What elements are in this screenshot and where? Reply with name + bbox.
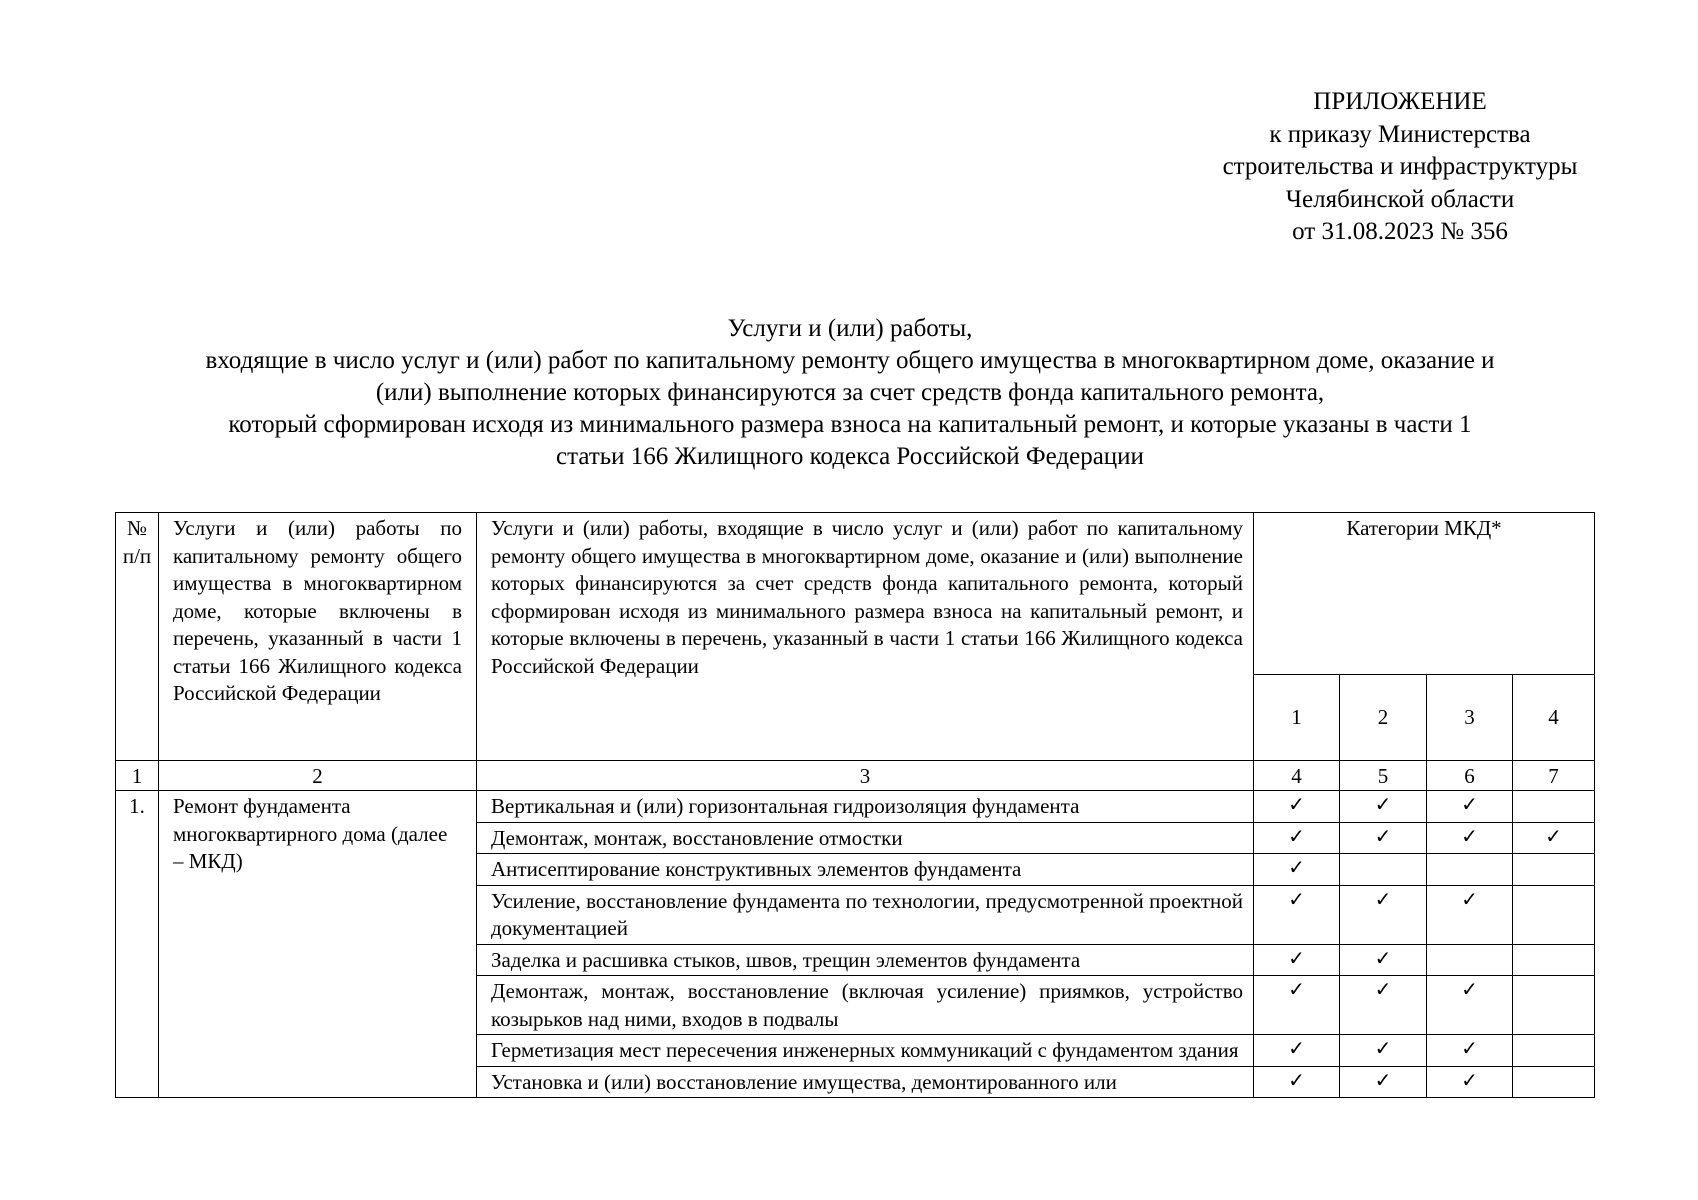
checkmark-icon: ✓ [1374,823,1392,848]
category-cell [1427,1066,1513,1098]
checkmark-icon: ✓ [1374,1036,1392,1060]
checkmark-icon: ✓ [1288,792,1305,816]
header-included-services: Услуги и (или) работы, входящие в число услуг и (или) работ по капитальному ремонту общего имущества в многоквартирном доме, оказание и (или) выполнение которых финансируются за счет средств фонда капитального ремонта, который сформирован исходя из минимального размера взноса на капитальный ремонт, и которые включены в перечень, указанный в части 1 статьи 166 Жилищного кодекса Российской Федерации [477,513,1254,761]
checkmark-icon: ✓ [1461,1067,1478,1092]
document-title [100,313,1600,473]
checkmark-icon: ✓ [1288,1036,1305,1060]
checkmark-icon: ✓ [1288,823,1305,848]
category-cell [1340,944,1427,976]
table-row [116,791,1595,823]
category-cell [1254,944,1340,976]
checkmark-icon: ✓ [1374,977,1392,1001]
work-description: Демонтаж, монтаж, восстановление (включая усиление) приямков, устройство козырьков над ними, входов в подвалы [477,976,1254,1035]
category-cell [1340,976,1427,1035]
checkmark-icon: ✓ [1288,855,1305,879]
category-cell [1254,1066,1340,1098]
checkmark-icon: ✓ [1374,945,1392,970]
column-number: 3 [477,761,1254,791]
work-description: Заделка и расшивка стыков, швов, трещин элементов фундамента [477,944,1254,976]
category-number: 2 [1340,675,1427,761]
category-number: 4 [1513,675,1595,761]
category-cell [1513,976,1595,1035]
category-cell [1427,1035,1513,1067]
title-line: который сформирован исходя из минимального размера взноса на капитальный ремонт, и которые указаны в части 1 [228,411,1472,438]
work-description: Усиление, восстановление фундамента по технологии, предусмотренной проектной документацией [477,885,1254,944]
category-cell [1254,791,1340,823]
checkmark-icon: ✓ [1288,1067,1305,1092]
category-number: 1 [1254,675,1340,761]
category-cell [1427,854,1513,886]
services-table [115,512,1595,1098]
category-cell [1340,1035,1427,1067]
title-line: (или) выполнение которых финансируются за счет средств фонда капитального ремонта, [375,379,1325,406]
checkmark-icon: ✓ [1461,886,1478,911]
title-line: статьи 166 Жилищного кодекса Российской Федерации [556,443,1144,470]
section-number: 1. [116,791,159,1098]
checkmark-icon: ✓ [1374,886,1392,911]
category-cell [1513,1066,1595,1098]
column-number: 6 [1427,761,1513,791]
column-number: 7 [1513,761,1595,791]
work-description: Демонтаж, монтаж, восстановление отмостки [477,822,1254,854]
checkmark-icon: ✓ [1288,945,1305,970]
appendix-line: Челябинской области [1285,185,1515,213]
column-number: 5 [1340,761,1427,791]
appendix-label: ПРИЛОЖЕНИЕ [1313,88,1487,115]
category-cell [1340,791,1427,823]
section-service: Ремонт фундамента многоквартирного дома (далее – МКД) [159,791,477,1098]
checkmark-icon: ✓ [1461,823,1478,848]
checkmark-icon: ✓ [1374,1067,1392,1092]
column-number: 4 [1254,761,1340,791]
work-description: Герметизация мест пересечения инженерных коммуникаций с фундаментом здания [477,1035,1254,1067]
category-cell [1513,885,1595,944]
category-cell [1513,1035,1595,1067]
category-cell [1427,944,1513,976]
title-line: Услуги и (или) работы, [727,315,973,342]
category-cell [1254,976,1340,1035]
checkmark-icon: ✓ [1461,792,1478,816]
category-cell [1513,854,1595,886]
header-number: № п/п [116,513,159,761]
category-cell [1254,854,1340,886]
category-cell [1427,885,1513,944]
work-description: Антисептирование конструктивных элементов фундамента [477,854,1254,886]
checkmark-icon: ✓ [1461,977,1478,1001]
category-cell [1427,791,1513,823]
header-row [116,513,1595,675]
category-cell [1254,885,1340,944]
title-line: входящие в число услуг и (или) работ по капитальному ремонту общего имущества в многоквартирном доме, оказание и [205,347,1495,374]
checkmark-icon: ✓ [1374,792,1392,816]
category-cell [1513,822,1595,854]
column-number: 1 [116,761,159,791]
category-cell [1513,791,1595,823]
category-cell [1340,1066,1427,1098]
checkmark-icon: ✓ [1288,886,1305,911]
appendix-block [1160,86,1640,249]
category-cell [1513,944,1595,976]
header-categories: Категории МКД* [1254,513,1595,675]
category-cell [1340,822,1427,854]
category-cell [1254,822,1340,854]
header-services: Услуги и (или) работы по капитальному ремонту общего имущества в многоквартирном доме, которые включены в перечень, указанный в части 1 статьи 166 Жилищного кодекса Российской Федерации [159,513,477,761]
category-cell [1340,854,1427,886]
appendix-date-number: от 31.08.2023 № 356 [1292,218,1508,245]
category-cell [1254,1035,1340,1067]
work-description: Вертикальная и (или) горизонтальная гидроизоляция фундамента [477,791,1254,823]
work-description: Установка и (или) восстановление имущества, демонтированного или [477,1066,1254,1098]
column-number-row [116,761,1595,791]
column-number: 2 [159,761,477,791]
checkmark-icon: ✓ [1545,823,1562,848]
checkmark-icon: ✓ [1288,977,1305,1001]
category-cell [1427,976,1513,1035]
checkmark-icon: ✓ [1461,1036,1478,1060]
category-number: 3 [1427,675,1513,761]
appendix-line: строительства и инфраструктуры [1222,153,1578,180]
appendix-line: к приказу Министерства [1269,120,1531,148]
category-cell [1427,822,1513,854]
category-cell [1340,885,1427,944]
